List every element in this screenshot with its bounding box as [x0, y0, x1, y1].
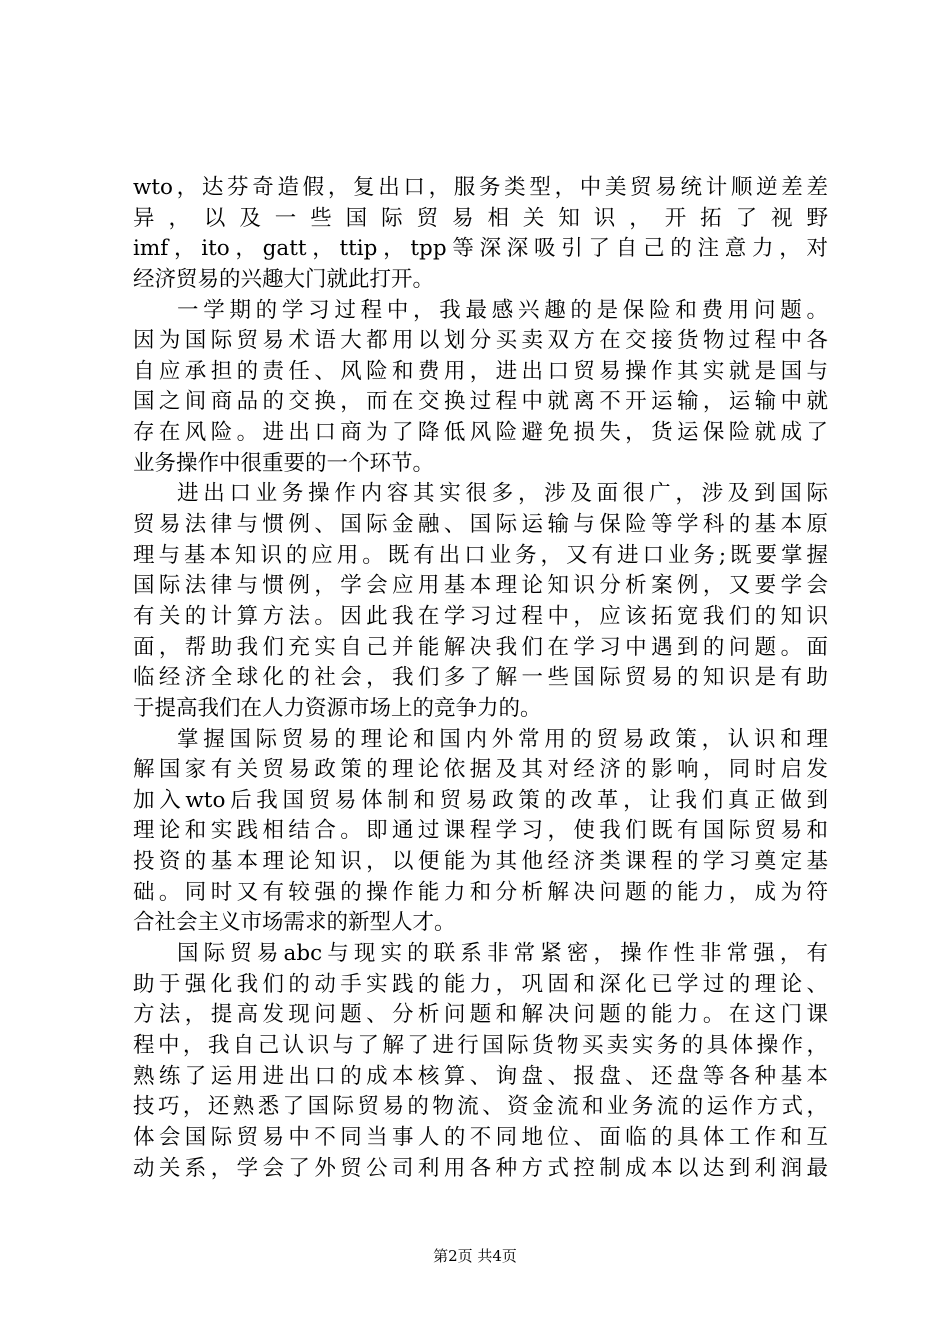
text-line: 理论和实践相结合。即通过课程学习，使我们既有国际贸易和 — [133, 818, 828, 844]
page-footer: 第2页 共4页 — [433, 1247, 517, 1265]
text-line: 异 ， 以 及 一 些 国 际 贸 易 相 关 知 识 ， 开 拓 了 视 野 — [133, 205, 828, 231]
text-line: 理与基本知识的应用。既有出口业务，又有进口业务;既要掌握 — [133, 542, 828, 568]
text-line: 进出口业务操作内容其实很多，涉及面很广，涉及到国际 — [177, 481, 828, 507]
text-line: wto，达芬奇造假，复出口，服务类型，中美贸易统计顺逆差差 — [133, 175, 828, 200]
text-line: 面，帮助我们充实自己并能解决我们在学习中遇到的问题。面 — [133, 634, 828, 660]
text-line: 经济贸易的兴趣大门就此打开。 — [133, 266, 435, 292]
text-line: 国际法律与惯例，学会应用基本理论知识分析案例，又要学会 — [133, 573, 828, 599]
text-line: 一学期的学习过程中，我最感兴趣的是保险和费用问题。 — [177, 297, 828, 323]
text-line: 助于强化我们的动手实践的能力，巩固和深化已学过的理论、 — [133, 971, 828, 997]
text-line: 业务操作中很重要的一个环节。 — [133, 450, 435, 476]
text-line: 础。同时又有较强的操作能力和分析解决问题的能力，成为符 — [133, 879, 828, 905]
text-line: 熟练了运用进出口的成本核算、询盘、报盘、还盘等各种基本 — [133, 1063, 828, 1089]
text-line: 因为国际贸易术语大都用以划分买卖双方在交接货物过程中各 — [133, 328, 828, 354]
text-line: 合社会主义市场需求的新型人才。 — [133, 910, 456, 936]
text-line: 投资的基本理论知识，以便能为其他经济类课程的学习奠定基 — [133, 849, 828, 875]
text-line: 有关的计算方法。因此我在学习过程中，应该拓宽我们的知识 — [133, 603, 828, 629]
text-line: 加入wto后我国贸易体制和贸易政策的改革，让我们真正做到 — [133, 787, 828, 813]
text-line: 于提高我们在人力资源市场上的竞争力的。 — [133, 695, 542, 721]
text-line: 国际贸易abc与现实的联系非常紧密，操作性非常强，有 — [177, 941, 828, 967]
text-line: 体会国际贸易中不同当事人的不同地位、面临的具体工作和互 — [133, 1124, 828, 1150]
text-line: 技巧，还熟悉了国际贸易的物流、资金流和业务流的运作方式， — [133, 1094, 828, 1120]
text-line: 掌握国际贸易的理论和国内外常用的贸易政策，认识和理 — [177, 726, 828, 752]
text-line: 程中，我自己认识与了解了进行国际货物买卖实务的具体操作， — [133, 1032, 828, 1058]
text-line: 自应承担的责任、风险和费用，进出口贸易操作其实就是国与 — [133, 358, 828, 384]
text-line: 动关系，学会了外贸公司利用各种方式控制成本以达到利润最 — [133, 1155, 828, 1181]
text-line: 方法，提高发现问题、分析问题和解决问题的能力。在这门课 — [133, 1002, 828, 1028]
text-line: imf，ito，gatt，ttip，tpp等深深吸引了自己的注意力，对 — [133, 236, 828, 262]
text-line: 国之间商品的交换，而在交换过程中就离不开运输，运输中就 — [133, 389, 828, 415]
text-line: 存在风险。进出口商为了降低风险避免损失，货运保险就成了 — [133, 420, 828, 446]
body-text — [133, 173, 828, 1184]
text-line: 临经济全球化的社会，我们多了解一些国际贸易的知识是有助 — [133, 665, 828, 691]
text-line: 贸易法律与惯例、国际金融、国际运输与保险等学科的基本原 — [133, 512, 828, 538]
text-line: 解国家有关贸易政策的理论依据及其对经济的影响，同时启发 — [133, 757, 828, 783]
